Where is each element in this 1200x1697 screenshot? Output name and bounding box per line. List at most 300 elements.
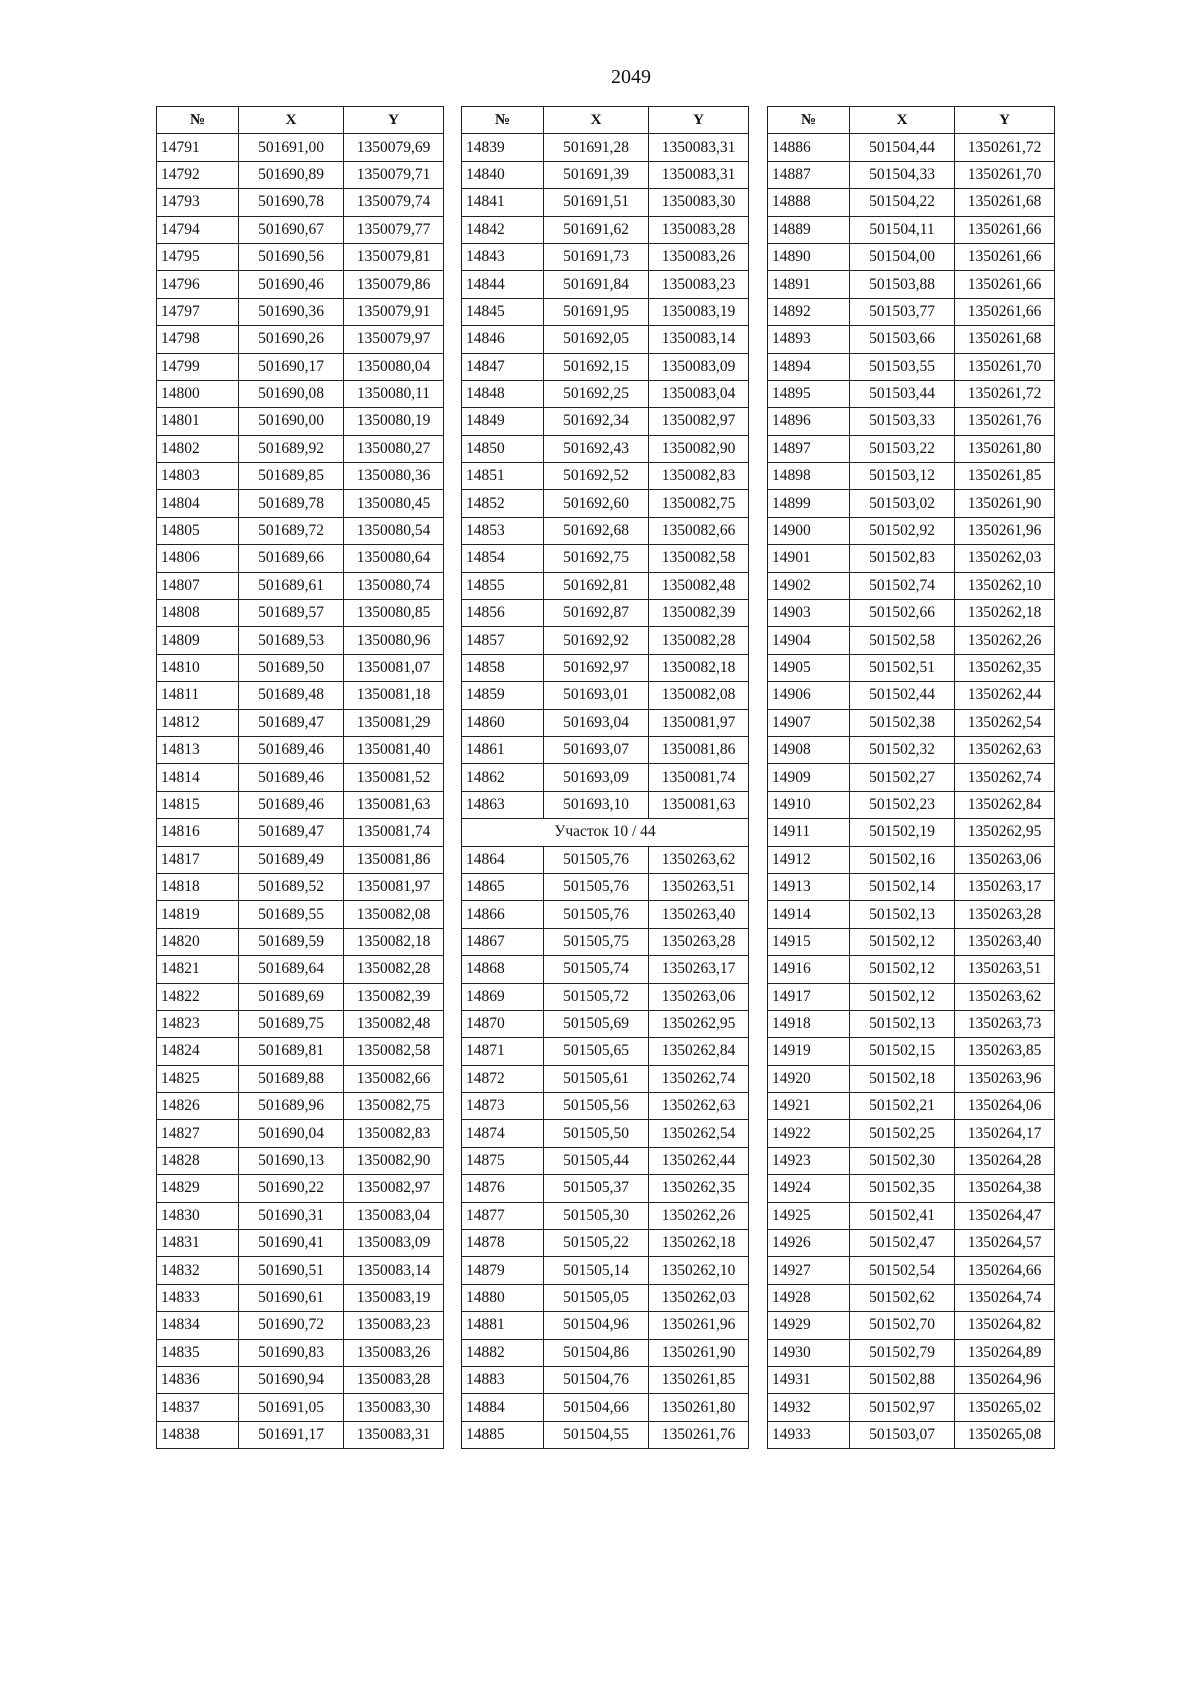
point-number-cell: 14932 — [768, 1394, 850, 1421]
y-coordinate-cell: 1350083,23 — [649, 271, 749, 298]
point-number-cell: 14879 — [462, 1257, 544, 1284]
point-number-cell: 14866 — [462, 901, 544, 928]
y-coordinate-cell: 1350263,51 — [649, 873, 749, 900]
point-number-cell: 14892 — [768, 298, 850, 325]
x-coordinate-cell: 501691,95 — [544, 298, 649, 325]
y-coordinate-cell: 1350083,26 — [649, 243, 749, 270]
x-coordinate-cell: 501502,16 — [850, 846, 955, 873]
x-coordinate-cell: 501502,79 — [850, 1339, 955, 1366]
table-row — [462, 1312, 749, 1339]
table-row — [768, 627, 1055, 654]
point-number-cell: 14857 — [462, 627, 544, 654]
y-coordinate-cell: 1350264,74 — [955, 1284, 1055, 1311]
x-coordinate-cell: 501504,66 — [544, 1394, 649, 1421]
table-row — [462, 1202, 749, 1229]
table-row — [768, 545, 1055, 572]
x-coordinate-cell: 501504,96 — [544, 1312, 649, 1339]
point-number-cell: 14812 — [157, 709, 239, 736]
point-number-cell: 14859 — [462, 682, 544, 709]
y-coordinate-cell: 1350262,84 — [955, 791, 1055, 818]
x-coordinate-cell: 501689,46 — [239, 764, 344, 791]
table-row — [768, 1257, 1055, 1284]
x-coordinate-cell: 501502,21 — [850, 1093, 955, 1120]
table-row — [157, 1093, 444, 1120]
x-coordinate-cell: 501689,72 — [239, 517, 344, 544]
y-coordinate-cell: 1350082,28 — [344, 956, 444, 983]
table-row — [768, 1038, 1055, 1065]
table-row — [462, 189, 749, 216]
point-number-cell: 14811 — [157, 682, 239, 709]
y-coordinate-cell: 1350261,70 — [955, 353, 1055, 380]
table-row — [768, 709, 1055, 736]
point-number-cell: 14837 — [157, 1394, 239, 1421]
x-coordinate-cell: 501692,34 — [544, 408, 649, 435]
x-coordinate-cell: 501690,94 — [239, 1366, 344, 1393]
point-number-cell: 14888 — [768, 189, 850, 216]
table-row — [157, 353, 444, 380]
point-number-cell: 14820 — [157, 928, 239, 955]
table-row — [462, 271, 749, 298]
point-number-cell: 14918 — [768, 1010, 850, 1037]
table-row — [157, 1284, 444, 1311]
table-row — [462, 928, 749, 955]
point-number-cell: 14844 — [462, 271, 544, 298]
table-row — [768, 1312, 1055, 1339]
table-row — [768, 736, 1055, 763]
table-row — [462, 764, 749, 791]
y-coordinate-cell: 1350261,66 — [955, 271, 1055, 298]
table-row — [462, 1421, 749, 1448]
table-row — [157, 956, 444, 983]
y-coordinate-cell: 1350261,68 — [955, 189, 1055, 216]
y-coordinate-cell: 1350265,08 — [955, 1421, 1055, 1448]
point-number-cell: 14840 — [462, 161, 544, 188]
x-coordinate-cell: 501502,62 — [850, 1284, 955, 1311]
y-coordinate-cell: 1350082,48 — [649, 572, 749, 599]
x-coordinate-cell: 501691,05 — [239, 1394, 344, 1421]
point-number-cell: 14835 — [157, 1339, 239, 1366]
table-row — [768, 873, 1055, 900]
point-number-cell: 14810 — [157, 654, 239, 681]
point-number-cell: 14867 — [462, 928, 544, 955]
table-row — [462, 1065, 749, 1092]
x-coordinate-cell: 501691,84 — [544, 271, 649, 298]
y-coordinate-cell: 1350082,97 — [649, 408, 749, 435]
x-coordinate-cell: 501502,38 — [850, 709, 955, 736]
y-coordinate-cell: 1350263,17 — [955, 873, 1055, 900]
point-number-cell: 14802 — [157, 435, 239, 462]
point-number-cell: 14815 — [157, 791, 239, 818]
y-coordinate-cell: 1350261,70 — [955, 161, 1055, 188]
y-coordinate-cell: 1350083,31 — [649, 134, 749, 161]
table-row — [157, 764, 444, 791]
point-number-cell: 14849 — [462, 408, 544, 435]
table-row — [768, 298, 1055, 325]
y-coordinate-cell: 1350080,45 — [344, 490, 444, 517]
point-number-cell: 14903 — [768, 600, 850, 627]
point-number-cell: 14860 — [462, 709, 544, 736]
table-row — [768, 189, 1055, 216]
point-number-cell: 14873 — [462, 1093, 544, 1120]
x-coordinate-cell: 501690,72 — [239, 1312, 344, 1339]
table-row — [768, 600, 1055, 627]
table-row — [157, 408, 444, 435]
point-number-cell: 14913 — [768, 873, 850, 900]
point-number-cell: 14905 — [768, 654, 850, 681]
y-coordinate-cell: 1350264,57 — [955, 1230, 1055, 1257]
point-number-cell: 14871 — [462, 1038, 544, 1065]
y-coordinate-cell: 1350264,66 — [955, 1257, 1055, 1284]
x-coordinate-cell: 501502,15 — [850, 1038, 955, 1065]
table-row — [157, 189, 444, 216]
y-coordinate-cell: 1350261,76 — [649, 1421, 749, 1448]
table-row — [462, 517, 749, 544]
table-row — [768, 791, 1055, 818]
table-body — [157, 134, 444, 1449]
y-coordinate-cell: 1350262,95 — [955, 819, 1055, 846]
y-coordinate-cell: 1350082,48 — [344, 1010, 444, 1037]
y-coordinate-cell: 1350082,08 — [344, 901, 444, 928]
table-row — [462, 1257, 749, 1284]
y-coordinate-cell: 1350263,28 — [649, 928, 749, 955]
x-coordinate-cell: 501691,00 — [239, 134, 344, 161]
table-row — [768, 1093, 1055, 1120]
x-coordinate-cell: 501505,61 — [544, 1065, 649, 1092]
x-coordinate-cell: 501503,12 — [850, 463, 955, 490]
point-number-cell: 14921 — [768, 1093, 850, 1120]
y-coordinate-cell: 1350262,03 — [955, 545, 1055, 572]
x-coordinate-cell: 501505,56 — [544, 1093, 649, 1120]
x-coordinate-cell: 501504,22 — [850, 189, 955, 216]
table-row — [768, 463, 1055, 490]
y-coordinate-cell: 1350262,54 — [955, 709, 1055, 736]
y-coordinate-cell: 1350263,28 — [955, 901, 1055, 928]
point-number-cell: 14808 — [157, 600, 239, 627]
point-number-cell: 14819 — [157, 901, 239, 928]
table-row — [768, 572, 1055, 599]
table-row — [157, 435, 444, 462]
table-row — [462, 1147, 749, 1174]
column-header-x: X — [239, 107, 344, 134]
table-row — [462, 490, 749, 517]
table-row — [768, 1339, 1055, 1366]
y-coordinate-cell: 1350082,18 — [649, 654, 749, 681]
x-coordinate-cell: 501689,47 — [239, 709, 344, 736]
table-row — [157, 1120, 444, 1147]
point-number-cell: 14797 — [157, 298, 239, 325]
point-number-cell: 14821 — [157, 956, 239, 983]
table-row — [462, 846, 749, 873]
coordinates-table-2 — [461, 106, 749, 1449]
x-coordinate-cell: 501502,13 — [850, 1010, 955, 1037]
x-coordinate-cell: 501689,81 — [239, 1038, 344, 1065]
point-number-cell: 14931 — [768, 1366, 850, 1393]
point-number-cell: 14897 — [768, 435, 850, 462]
point-number-cell: 14911 — [768, 819, 850, 846]
point-number-cell: 14846 — [462, 326, 544, 353]
point-number-cell: 14816 — [157, 819, 239, 846]
table-row — [768, 1147, 1055, 1174]
point-number-cell: 14926 — [768, 1230, 850, 1257]
x-coordinate-cell: 501502,44 — [850, 682, 955, 709]
y-coordinate-cell: 1350264,96 — [955, 1366, 1055, 1393]
point-number-cell: 14862 — [462, 764, 544, 791]
x-coordinate-cell: 501690,41 — [239, 1230, 344, 1257]
y-coordinate-cell: 1350081,97 — [344, 873, 444, 900]
table-row — [462, 572, 749, 599]
point-number-cell: 14798 — [157, 326, 239, 353]
coordinates-table-1 — [156, 106, 444, 1449]
table-row — [157, 243, 444, 270]
x-coordinate-cell: 501693,10 — [544, 791, 649, 818]
x-coordinate-cell: 501692,05 — [544, 326, 649, 353]
table-row — [157, 326, 444, 353]
point-number-cell: 14901 — [768, 545, 850, 572]
point-number-cell: 14880 — [462, 1284, 544, 1311]
point-number-cell: 14809 — [157, 627, 239, 654]
y-coordinate-cell: 1350263,96 — [955, 1065, 1055, 1092]
table-row — [157, 627, 444, 654]
point-number-cell: 14870 — [462, 1010, 544, 1037]
y-coordinate-cell: 1350083,23 — [344, 1312, 444, 1339]
y-coordinate-cell: 1350082,58 — [344, 1038, 444, 1065]
point-number-cell: 14845 — [462, 298, 544, 325]
y-coordinate-cell: 1350262,03 — [649, 1284, 749, 1311]
y-coordinate-cell: 1350080,54 — [344, 517, 444, 544]
point-number-cell: 14922 — [768, 1120, 850, 1147]
y-coordinate-cell: 1350262,44 — [649, 1147, 749, 1174]
y-coordinate-cell: 1350081,29 — [344, 709, 444, 736]
y-coordinate-cell: 1350261,85 — [649, 1366, 749, 1393]
table-row — [768, 1394, 1055, 1421]
point-number-cell: 14887 — [768, 161, 850, 188]
table-row — [462, 1230, 749, 1257]
table-row — [157, 1065, 444, 1092]
x-coordinate-cell: 501503,33 — [850, 408, 955, 435]
y-coordinate-cell: 1350264,06 — [955, 1093, 1055, 1120]
x-coordinate-cell: 501690,89 — [239, 161, 344, 188]
x-coordinate-cell: 501503,88 — [850, 271, 955, 298]
y-coordinate-cell: 1350081,18 — [344, 682, 444, 709]
x-coordinate-cell: 501504,44 — [850, 134, 955, 161]
x-coordinate-cell: 501690,67 — [239, 216, 344, 243]
point-number-cell: 14865 — [462, 873, 544, 900]
point-number-cell: 14896 — [768, 408, 850, 435]
x-coordinate-cell: 501690,36 — [239, 298, 344, 325]
y-coordinate-cell: 1350081,07 — [344, 654, 444, 681]
point-number-cell: 14924 — [768, 1175, 850, 1202]
y-coordinate-cell: 1350264,82 — [955, 1312, 1055, 1339]
point-number-cell: 14795 — [157, 243, 239, 270]
y-coordinate-cell: 1350261,80 — [649, 1394, 749, 1421]
point-number-cell: 14904 — [768, 627, 850, 654]
y-coordinate-cell: 1350082,66 — [344, 1065, 444, 1092]
y-coordinate-cell: 1350261,72 — [955, 380, 1055, 407]
y-coordinate-cell: 1350262,18 — [955, 600, 1055, 627]
table-row — [462, 408, 749, 435]
section-label: Участок 10 / 44 — [462, 819, 749, 846]
table-header-row — [462, 107, 749, 134]
x-coordinate-cell: 501503,66 — [850, 326, 955, 353]
point-number-cell: 14855 — [462, 572, 544, 599]
y-coordinate-cell: 1350083,09 — [344, 1230, 444, 1257]
table-row — [768, 490, 1055, 517]
y-coordinate-cell: 1350261,66 — [955, 243, 1055, 270]
column-header-x: X — [850, 107, 955, 134]
table-row — [157, 216, 444, 243]
y-coordinate-cell: 1350082,58 — [649, 545, 749, 572]
point-number-cell: 14794 — [157, 216, 239, 243]
table-row — [157, 1202, 444, 1229]
x-coordinate-cell: 501504,76 — [544, 1366, 649, 1393]
point-number-cell: 14899 — [768, 490, 850, 517]
y-coordinate-cell: 1350079,91 — [344, 298, 444, 325]
table-row — [462, 326, 749, 353]
y-coordinate-cell: 1350081,63 — [649, 791, 749, 818]
x-coordinate-cell: 501502,19 — [850, 819, 955, 846]
x-coordinate-cell: 501689,88 — [239, 1065, 344, 1092]
x-coordinate-cell: 501690,46 — [239, 271, 344, 298]
point-number-cell: 14825 — [157, 1065, 239, 1092]
point-number-cell: 14907 — [768, 709, 850, 736]
point-number-cell: 14803 — [157, 463, 239, 490]
y-coordinate-cell: 1350079,77 — [344, 216, 444, 243]
x-coordinate-cell: 501502,58 — [850, 627, 955, 654]
point-number-cell: 14852 — [462, 490, 544, 517]
point-number-cell: 14853 — [462, 517, 544, 544]
x-coordinate-cell: 501502,27 — [850, 764, 955, 791]
x-coordinate-cell: 501502,83 — [850, 545, 955, 572]
x-coordinate-cell: 501502,88 — [850, 1366, 955, 1393]
x-coordinate-cell: 501692,52 — [544, 463, 649, 490]
table-header-row — [768, 107, 1055, 134]
point-number-cell: 14836 — [157, 1366, 239, 1393]
table-row — [768, 928, 1055, 955]
point-number-cell: 14912 — [768, 846, 850, 873]
point-number-cell: 14890 — [768, 243, 850, 270]
table-row — [462, 791, 749, 818]
table-row — [462, 435, 749, 462]
table-row — [157, 1175, 444, 1202]
table-row — [157, 928, 444, 955]
point-number-cell: 14838 — [157, 1421, 239, 1448]
y-coordinate-cell: 1350261,80 — [955, 435, 1055, 462]
table-row — [768, 1421, 1055, 1448]
table-row — [462, 600, 749, 627]
table-row — [157, 600, 444, 627]
table-row — [157, 572, 444, 599]
x-coordinate-cell: 501692,97 — [544, 654, 649, 681]
x-coordinate-cell: 501502,12 — [850, 956, 955, 983]
y-coordinate-cell: 1350261,72 — [955, 134, 1055, 161]
point-number-cell: 14893 — [768, 326, 850, 353]
x-coordinate-cell: 501504,11 — [850, 216, 955, 243]
table-row — [768, 846, 1055, 873]
point-number-cell: 14878 — [462, 1230, 544, 1257]
y-coordinate-cell: 1350083,30 — [344, 1394, 444, 1421]
x-coordinate-cell: 501690,56 — [239, 243, 344, 270]
x-coordinate-cell: 501689,61 — [239, 572, 344, 599]
x-coordinate-cell: 501692,60 — [544, 490, 649, 517]
y-coordinate-cell: 1350081,40 — [344, 736, 444, 763]
y-coordinate-cell: 1350079,69 — [344, 134, 444, 161]
table-row — [157, 1421, 444, 1448]
x-coordinate-cell: 501502,41 — [850, 1202, 955, 1229]
table-row — [157, 736, 444, 763]
y-coordinate-cell: 1350082,75 — [649, 490, 749, 517]
table-row — [157, 1147, 444, 1174]
x-coordinate-cell: 501691,39 — [544, 161, 649, 188]
y-coordinate-cell: 1350263,62 — [649, 846, 749, 873]
table-row — [157, 517, 444, 544]
table-row — [462, 873, 749, 900]
y-coordinate-cell: 1350080,74 — [344, 572, 444, 599]
point-number-cell: 14833 — [157, 1284, 239, 1311]
y-coordinate-cell: 1350261,66 — [955, 216, 1055, 243]
table-row — [768, 271, 1055, 298]
point-number-cell: 14864 — [462, 846, 544, 873]
x-coordinate-cell: 501689,50 — [239, 654, 344, 681]
point-number-cell: 14842 — [462, 216, 544, 243]
table-row — [768, 161, 1055, 188]
x-coordinate-cell: 501689,49 — [239, 846, 344, 873]
y-coordinate-cell: 1350261,66 — [955, 298, 1055, 325]
x-coordinate-cell: 501690,04 — [239, 1120, 344, 1147]
table-row — [462, 1120, 749, 1147]
x-coordinate-cell: 501689,85 — [239, 463, 344, 490]
x-coordinate-cell: 501693,09 — [544, 764, 649, 791]
x-coordinate-cell: 501505,30 — [544, 1202, 649, 1229]
table-row — [768, 1010, 1055, 1037]
table-row — [768, 654, 1055, 681]
coordinates-table-3 — [767, 106, 1055, 1449]
x-coordinate-cell: 501502,13 — [850, 901, 955, 928]
table-row — [157, 298, 444, 325]
point-number-cell: 14804 — [157, 490, 239, 517]
y-coordinate-cell: 1350083,04 — [344, 1202, 444, 1229]
y-coordinate-cell: 1350262,54 — [649, 1120, 749, 1147]
table-row — [157, 983, 444, 1010]
table-body — [768, 134, 1055, 1449]
y-coordinate-cell: 1350262,63 — [649, 1093, 749, 1120]
y-coordinate-cell: 1350082,90 — [649, 435, 749, 462]
x-coordinate-cell: 501502,74 — [850, 572, 955, 599]
x-coordinate-cell: 501503,55 — [850, 353, 955, 380]
y-coordinate-cell: 1350262,10 — [955, 572, 1055, 599]
x-coordinate-cell: 501691,28 — [544, 134, 649, 161]
point-number-cell: 14831 — [157, 1230, 239, 1257]
point-number-cell: 14916 — [768, 956, 850, 983]
y-coordinate-cell: 1350262,95 — [649, 1010, 749, 1037]
point-number-cell: 14834 — [157, 1312, 239, 1339]
point-number-cell: 14814 — [157, 764, 239, 791]
y-coordinate-cell: 1350081,86 — [649, 736, 749, 763]
table-row — [462, 216, 749, 243]
point-number-cell: 14847 — [462, 353, 544, 380]
y-coordinate-cell: 1350080,96 — [344, 627, 444, 654]
table-row — [768, 326, 1055, 353]
table-row — [462, 1394, 749, 1421]
table-row — [462, 161, 749, 188]
x-coordinate-cell: 501504,86 — [544, 1339, 649, 1366]
x-coordinate-cell: 501502,35 — [850, 1175, 955, 1202]
y-coordinate-cell: 1350079,81 — [344, 243, 444, 270]
point-number-cell: 14861 — [462, 736, 544, 763]
table-row — [157, 901, 444, 928]
point-number-cell: 14923 — [768, 1147, 850, 1174]
table-row — [768, 819, 1055, 846]
x-coordinate-cell: 501692,15 — [544, 353, 649, 380]
